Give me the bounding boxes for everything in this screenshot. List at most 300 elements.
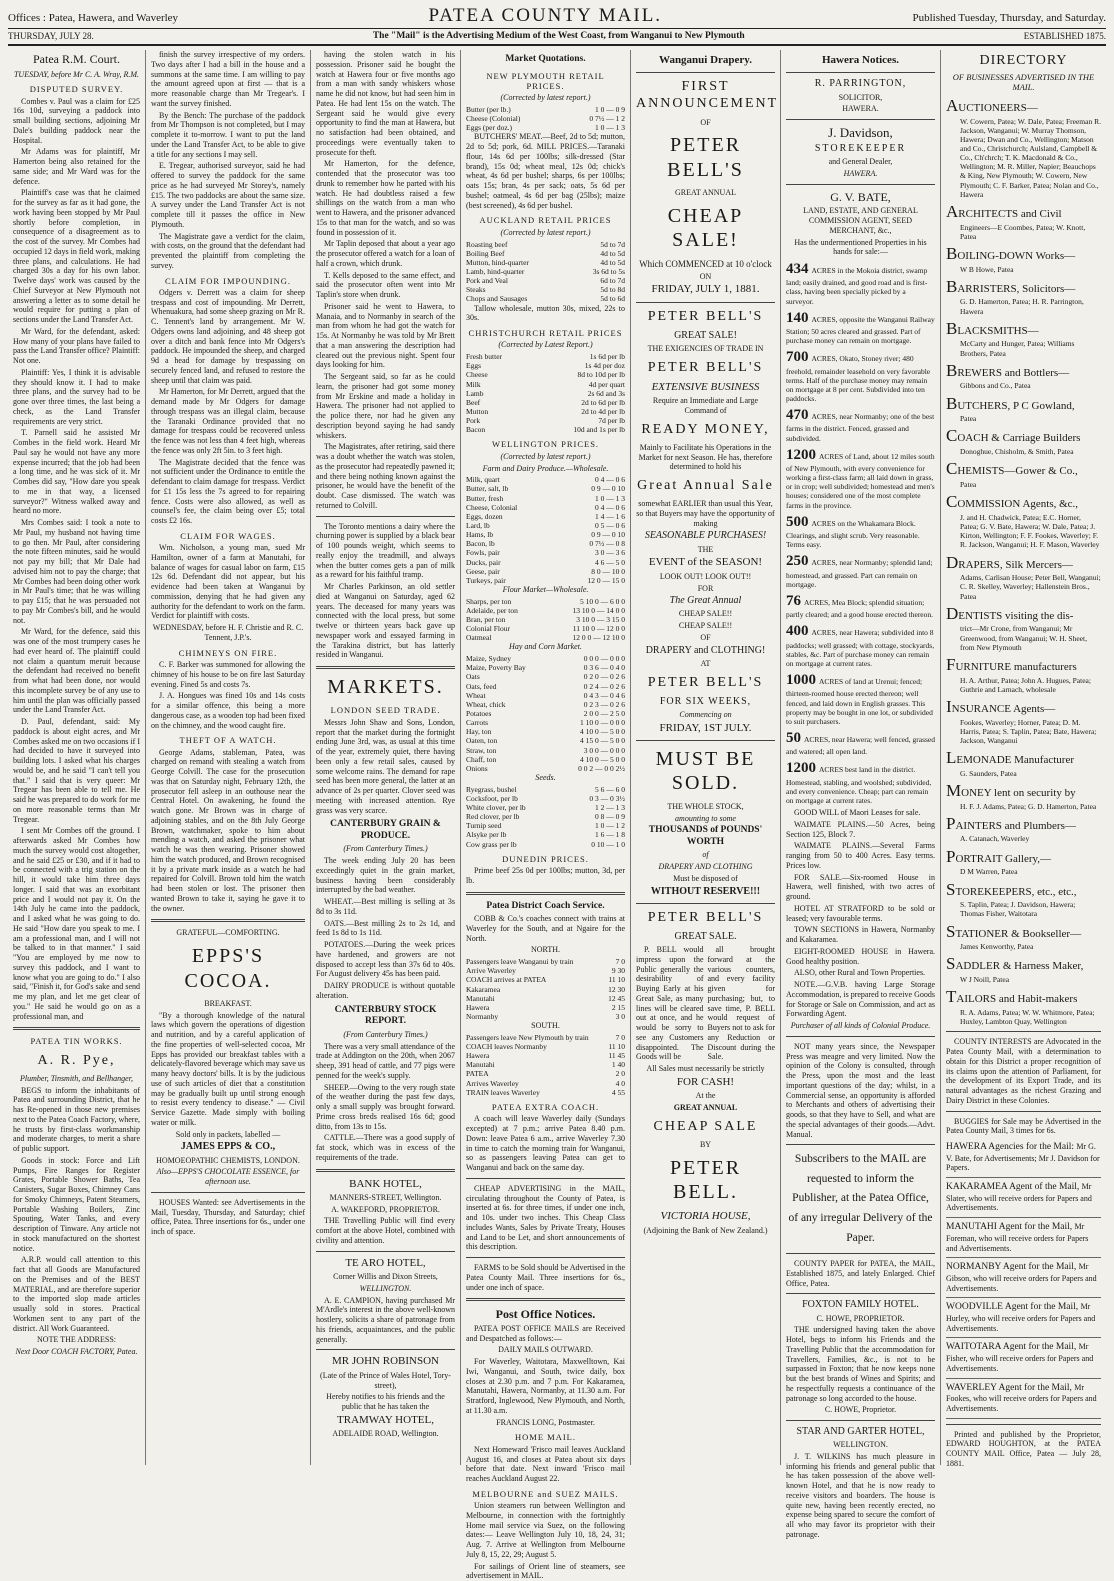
directory-names: James Kenworthy, Patea [960,942,1034,952]
goodwill: GOOD WILL of Maori Leases for sale. [794,808,921,818]
price-row-label: Eggs, dozen [466,511,503,521]
price-row-value: 1 0 — 0 9 [595,105,625,115]
price-row [466,258,625,267]
price-row [466,539,625,548]
divider [786,72,935,73]
price-row [466,615,625,624]
price-row [466,682,625,691]
schedule-row-label: Normanby [466,1012,499,1022]
price-row-value: 3s 6d to 5s [592,267,625,276]
agent-name: HAWERA Agencies for the Mail: [946,1142,1077,1153]
markets-title: MARKETS. [327,676,444,698]
agent-text: Mr Fookes, who will receive orders for Papers and Advertisements. [946,1382,1097,1413]
bank-prop: A. WAKEFORD, PROPRIETOR. [331,1204,440,1214]
divider [13,1027,140,1030]
paragraph: George Adams, stableman, Patea, was charged on remand with stealing a watch from George Colvill. The case for the prosecution was that on Saturday night, February 12th, the prosecutor fell asleep in an outhouse near the Central Hotel. On awakening, he found the watch gone. Mr Brown was in charge of adjoining stables, and on the 8th July George Brown, watchmaker, spoke to him about mending a watch, and asked the prisoner what watch he was then wearing. Prisoner showed him the watch produced, and Brown recognised it by a private mark inside as a watch he had repaired for Colvill. Brown told him the watch had been stolen or lost. The prisoner then wanted Brown to take it, saying he gave it to the owner. [151,747,305,913]
land-acres: 1200 [786,446,816,463]
price-row [466,294,625,303]
paragraph: Plaintiff: Yes, I think it is advisable they should know it. I had to make three plans, and the survey had to be gone over three times, the last being a check, as the Land Transfer requirements are very strict. [13,367,140,426]
directory-names: R. A. Adams, Patea; W. W. Whitmore, Patea; Huxley, Lambton Quay, Wellington [960,1008,1095,1027]
theft-heading: THEFT OF A WATCH. [179,735,277,746]
price-row-value: 1 6 — 1 8 [595,830,625,840]
directory-entry [946,697,1101,745]
paragraph: The Magistrate decided that the fence was not sufficient under the Ordinance to entitle the defendant to claim damage for trespass. Verdict for £1 15s less the 7s agreed to for repairing fence. Costs were also allowed, as well as counsel's fee, the claim being over £5; total costs £2 16s. [151,457,305,526]
parrington: R. PARRINGTON, [814,78,907,90]
dateline [8,29,1106,46]
price-row [466,654,625,663]
divider [151,1192,305,1193]
land-acres: 76 [786,592,801,609]
peter-bell-heading: PETER BELL'S [667,134,744,181]
great-sale: GREAT SALE! [674,329,737,341]
divider [636,72,775,73]
directory-entry [946,987,1101,1026]
cant-grain-heading: CANTERBURY GRAIN & PRODUCE. [330,819,441,841]
tramway-addr: ADELAIDE ROAD, Wellington. [332,1429,439,1439]
schedule-row-label: Hawera [466,1051,490,1061]
price-row-label: Straw, ton [466,745,497,755]
friday-line: FRIDAY, JULY 1, 1881. [651,283,760,296]
price-row [466,416,625,425]
paragraph: having the stolen watch in his possession. Prisoner said he bought the watch at Hawera four or five months ago from a man with sandy whiskers whose name he did not know, but had seen him in Patea. He had lent 15s on the watch. The Sergeant said he would give every opportunity to find the man at Hawera, but no satisfaction had been obtained, and proceedings were eventually taken to prosecute for theft. [316,50,455,157]
paragraph: Messrs John Shaw and Sons, London, report that the market during the fortnight ending June 3rd, was, as usual at this time of the year, extremely quiet, there having been only a few retail sales, caused by some welcome rains. The demand for rape seed has been more general, the latter at an advance of 2s per quarter. Clover seed was meeting with increased attention. Rye grass was very scarce. [316,717,455,815]
price-row [466,727,625,736]
price-row-value: 5d to 8d [600,285,625,295]
price-row-value: 0 7½ — 0 8 [589,539,625,549]
directory-names: Fookes, Waverley; Horner, Patea; D. M. Harris, Patea; S. Taplin, Patea; Bate, Hawera; Jackson, Wanganui [960,717,1097,745]
price-row-label: Mutton, hind-quarter [466,257,529,267]
price-row-value: 3 0 0 — 0 0 0 [583,745,625,755]
price-row-value: 11 10 0 — 12 0 0 [572,624,625,634]
price-row-label: Turkeys, pair [466,575,506,585]
price-row-value: 0 9 — 0 10 [591,484,625,494]
price-row-value: 1s 4d per doz [584,361,625,371]
agent-name: WOODVILLE Agent for the Mail, [946,1302,1081,1313]
imprint: Printed and published by the Proprietor, EDWARD HOUGHTON, at the PATEA COUNTY MAIL Office, Patea — July 28, 1881. [946,1429,1101,1468]
agent-text: Mr Fisher, who will receive orders for Papers and Advertisements. [946,1342,1094,1373]
eight-roomed: EIGHT-ROOMED HOUSE in Hawera. Good healthy position. [786,946,935,966]
price-row [466,240,625,249]
price-row-value: 5 6 — 6 0 [595,784,625,794]
paragraph: The Toronto mentions a dairy where the churning power is supplied by a black bear of 100 pounds weight, which seems to really enjoy the treadmill, and always when the butter comes gets a pan of milk as a reward for his faithful tramp. [316,521,455,580]
robinson: MR JOHN ROBINSON [332,1355,439,1368]
paragraph: DAIRY PRODUCE is without quotable alteration. [316,981,455,1000]
paragraph: CHEAP ADVERTISING in the MAIL, circulating throughout the County of Patea, is inserted at 6s. for three times, if under one inch, and 10s. under two inches. This Cheap Class includes Wants, Sales by Private Treaty, Houses and Land to be Let, and short announcements of this description. [466,1183,625,1252]
price-row-value: 0 3 6 — 0 4 0 [583,663,625,673]
price-row-label: Fowls, pair [466,548,500,558]
commencing: Commencing on [679,709,732,719]
land-acres: 1000 [786,672,816,689]
schedule-row-label: COACH arrives at PATEA [466,975,547,985]
schedule-row-value: 7 0 [615,957,625,967]
price-row [466,352,625,361]
price-row-label: Mutton [466,407,489,417]
price-row-label: Maize, Sydney [466,654,511,664]
directory-names: S. Taplin, Patea; J. Davidson, Hawera; Thomas Fisher, Waitotara [960,900,1076,919]
paragraph: J. A. Hongues was fined 10s and 14s costs for a similar offence, this being a more dangerous case, as a wooden top had been fixed on the chimney, and the wood caught fire. [151,691,305,730]
first-announcement: FIRST ANNOUNCEMENT [636,79,779,112]
price-row [466,812,625,821]
tearo-title: TE ARO HOTEL, [345,1256,426,1269]
lookout-line: LOOK OUT! LOOK OUT!! [659,571,752,581]
price-row [466,746,625,755]
agent-notice [946,1379,1101,1419]
price-row [466,794,625,803]
price-row-value: 0 4 — 0 6 [595,502,625,512]
peter-bell-heading: PETER BELL'S [647,909,764,925]
directory-heading: STOREKEEPERS, etc., etc., [946,879,1077,899]
np-sub: (Corrected by latest report.) [500,93,591,103]
directory-heading: INSURANCE Agents— [946,696,1056,716]
price-row-value: 1 0 — 1 3 [595,123,625,133]
price-row-label: Lamb, hind-quarter [466,267,525,276]
price-row-value: 4 6 — 5 0 [595,557,625,567]
waimate-1: WAIMATE PLAINS.—50 Acres, being Section 125, Block 7. [786,819,935,839]
land-acres: 700 [786,349,809,366]
wl-price-list [466,475,625,585]
price-row-value: 2d to 6d per lb [581,397,625,407]
directory-entry [946,748,1101,778]
schedule-row-label: Passengers leave New Plymouth by train [466,1032,589,1042]
directory-names: Adams, Carlisan House; Peter Bell, Wanganui; C. R. Skelley, Waverley; Hallenstein Bros., Patea [960,573,1101,601]
price-row [466,475,625,484]
divider [316,516,455,517]
schedule-row-label: COACH leaves Normanby [466,1042,547,1052]
paragraph: all brought forward at the various counters, and every facility given for purchasing; but, to save time, P. BELL would request of Buyers not to ask for any Reduction or Discount during the Sale. [707,945,775,1062]
price-row-value: 4d to 5d [600,248,625,258]
wednesday-line: WEDNESDAY, before H. F. Christie and R. C. Tennent, J.P.'s. [152,623,304,642]
divider [466,892,625,895]
po-sub: DAILY MAILS OUTWARD. [498,1345,593,1355]
price-row-value: 1 0 — 1 2 [595,821,625,831]
mq-title: Market Quotations. [505,54,586,64]
paragraph: FARMS to be Sold should be Advertised in the Patea County Mail. Three insertions for 6s., under one inch of space. [466,1263,625,1292]
price-row [466,530,625,539]
established: ESTABLISHED 1875. [1023,31,1106,42]
schedule-row-label: Hawera [466,1002,490,1012]
paragraph: THE Travelling Public will find every comfort at the above Hotel, combined with civility and attention. [316,1216,455,1245]
extra-heading: PATEA EXTRA COACH. [491,1101,600,1112]
land-acres: 50 [786,729,801,746]
schedule-row [466,1033,625,1042]
all-sales: All Sales must necessarily be strictly [646,1064,765,1074]
np-heading: NEW PLYMOUTH RETAIL PRICES. [486,70,605,91]
directory-entry [946,922,1101,952]
directory-entry [946,655,1101,694]
column-2 [146,50,311,1465]
peter-bell-sign: PETER BELL. [669,1156,742,1204]
howe: C. HOWE, PROPRIETOR. [816,1313,905,1323]
land-list [786,260,935,805]
hawera-header: Hawera Notices. [822,54,899,66]
directory-heading: PORTRAIT Gallery,— [946,846,1052,866]
price-row-label: Bacon, lb [466,539,495,549]
price-row-value: 0 3 — 0 3½ [589,793,625,803]
land-listing [786,552,935,589]
epps-also: Also—EPPS'S CHOCOLATE ESSENCE, for afternoon use. [156,1167,300,1187]
robinson-text: Hereby notifies to his friends and the public that he has taken the [326,1392,445,1412]
paragraph: Mr Hamerton, for Mr Derrett, argued that the demand made by Mr Odgers for damage through trespass was an illegal claim, because the Taranaki Ordinance provided that no damage for trespass could be recovered unless the fence was not less than 4 feet high, whereas the fence was only 2ft 5in. to 3 feet high. [151,387,305,455]
price-row-label: Roasting beef [466,239,508,249]
schedule-row [466,957,625,966]
divider [786,184,935,185]
without-reserve: WITHOUT RESERVE!!! [650,885,761,897]
agent-name: NORMANBY Agent for the Mail, [946,1262,1079,1273]
schedule-row-value: 7 0 [615,1032,625,1042]
price-row [466,267,625,276]
purchaser: Purchaser of all kinds of Colonial Produce. [790,1021,931,1031]
price-row-value: 6d to 7d [600,276,625,286]
price-row-label: Turnip seed [466,821,502,831]
divider [636,740,775,741]
extensive: EXTENSIVE BUSINESS [651,380,760,393]
hotel-stratford: HOTEL AT STRATFORD to be sold or leased; very favourable terms. [786,903,935,923]
divider [316,1169,455,1172]
at-line: AT [700,658,711,668]
divider [786,1420,935,1421]
price-row-value: 4 10 0 — 5 0 0 [580,754,625,764]
directory-heading: BARRISTERS, Solicitors— [946,276,1076,296]
paragraph: T. Parnell said he assisted Mr Combes in the field work. Heard Mr Paul say he would not have any more expense incurred; that the job had been a long time, and he was sick of it. Mr Combes did say, "How dare you speak to me in that way, a licensed surveyor?" Witness walked away and heard no more. [13,428,140,516]
price-row-value: 0 8 — 0 9 [595,812,625,822]
price-row-value: 0 0 2 — 0 0 2½ [578,763,625,773]
price-row [466,576,625,585]
directory-heading: COACH & Carriage Builders [946,426,1081,446]
paragraph: PATEA POST OFFICE MAILS are Received and Despatched as follows:— [466,1323,625,1343]
directory-entry [946,277,1101,316]
land-listing [786,260,935,306]
price-row [466,785,625,794]
hawera-line: HAWERA. [842,104,879,114]
directory-names: Patea [960,480,977,490]
epps-title: EPPS'S COCOA. [184,945,272,992]
disposed: Must be disposed of [673,873,738,883]
peter-bell-heading: PETER BELL'S [647,359,764,375]
divider [946,1111,1101,1112]
paragraph: BEGS to inform the inhabitants of Patea and surrounding District, that he has Re-opened in those new premises next to the Patea Coach Factory, where, he trusts by first-class workmanship and moderate charges, to merit a share of public support. [13,1085,140,1154]
price-row-value: 12 0 — 15 0 [587,575,625,585]
divider [786,1144,935,1145]
tin-name: A. R. Pye, [37,1052,116,1068]
wl-seeds: Seeds. [535,773,556,783]
price-row [466,123,625,132]
paragraph: BUGGIES for Sale may be Advertised in the Patea County Mail, 3 times for 6s. [946,1116,1101,1136]
six-weeks: FOR SIX WEEKS, [659,695,752,707]
directory-names: Gibbons and Co., Patea [960,381,1031,391]
tin-title: PATEA TIN WORKS. [30,1036,123,1047]
directory-entry [946,847,1101,877]
friday-line-2: FRIDAY, 1ST JULY. [659,721,752,734]
paragraph: A coach will leave Waverley daily (Sundays excepted) at 7 p.m.; arrive Patea 8.40 p.m. Down: leave Patea 6 a.m., arrive Waverley 7.30 in time to catch the morning train for Wanganui, so as passengers leaving Patea can get to Wanganui and back on the same day. [466,1114,625,1173]
price-row-value: 0 10 — 1 0 [591,839,625,849]
ch-sub: (Corrected by Latest Report.) [498,340,593,350]
great-annual-sale: Great Annual Sale [637,478,774,494]
directory-names: W B Howe, Patea [960,264,1014,274]
also-line: ALSO, other Rural and Town Properties. [794,968,926,978]
directory-title: DIRECTORY [979,53,1068,68]
price-row [466,389,625,398]
price-row [466,830,625,839]
price-row-value: 1 2 — 1 3 [595,803,625,813]
price-row [466,718,625,727]
price-row-value: 0 4 3 — 0 4 6 [583,690,625,700]
schedule-row [466,975,625,984]
price-row-label: Fresh butter [466,352,503,362]
price-row [466,709,625,718]
tin-trade: Plumber, Tinsmith, and Bellhanger, [20,1073,133,1083]
ak-heading: AUCKLAND RETAIL PRICES [479,215,612,226]
land-description: ACRES on the Whakamara Block. Clearings, and slight scrub. Very reasonable. Terms easy. [786,518,920,550]
divider [636,903,775,904]
paragraph: A.R.P. would call attention to this fact that all Goods are Manufactured on the Premises and of the BEST MATERIAL, and are therefore superior to the imported slop made articles usually sold in stores. Practical Workmen sent to any part of the district. All Work Guaranteed. [13,1255,140,1333]
paragraph: Mr Ward, for the defence, said this was one of the most trumpery cases he had ever heard of. The plaintiff could not claim a quantum meruit because the defendant had received no benefit from what had been done, nor would this incomplete survey be of any use to him until the plan was officially passed under the Land Transfer Act. [13,627,140,715]
schedule-row-value: 4 55 [611,1087,625,1097]
directory-heading: LEMONADE Manufacturer [946,748,1074,767]
agent-text: Mr Hurley, who will receive orders for Papers and Advertisements. [946,1302,1096,1333]
price-row-value: 0 7½ — 1 2 [589,114,625,124]
epps-sold: Sold only in packets, labelled — [175,1129,281,1139]
land-acres: 250 [786,553,809,570]
whole-stock: THE WHOLE STOCK, [667,801,744,811]
seed-heading: LONDON SEED TRADE. [330,705,441,716]
price-row-label: Oatmeal [466,633,492,643]
land-description: ACRES, opposite the Wanganui Railway Station; 50 acres cleared and grassed. Part of purchase money can remain on mortgage. [786,314,935,346]
exigencies: THE EXIGENCIES OF TRADE IN [647,344,764,354]
agent-notice [946,1138,1101,1178]
price-row-value: 4 10 0 — 5 0 0 [580,727,625,737]
directory-names: H. F. J. Adams, Patea; G. D. Hamerton, Patea [960,801,1097,811]
directory-entry [946,459,1101,489]
south-heading: SOUTH. [531,1021,560,1031]
houses-ad: HOUSES Wanted: see Advertisements in the Mail, Tuesday, Thursday, and Saturday; chief office, Patea. Three insertions for 6s., under one inch of space. [151,1197,305,1237]
schedule-row [466,1069,625,1078]
price-row [466,398,625,407]
ak-price-list [466,240,625,304]
tramway-title: TRAMWAY HOTEL, [337,1413,434,1426]
for-cash: FOR CASH! [676,1075,735,1088]
directory-names: G. D. Hamerton, Patea; H. R. Parrington, Hawera [960,297,1084,316]
wl-seed-list [466,785,625,849]
columns [8,50,1106,1581]
land-description: ACRES, Mea Block; splendid situation; partly cleared; and a good house erected thereon. [786,597,934,620]
schedule-row-value: 11 10 [608,1042,625,1052]
published-line: Published Tuesday, Thursday, and Saturday. [912,12,1106,24]
schedule-row-value: 12 30 [608,984,625,994]
price-row-label: Ryegrass, bushel [466,784,517,794]
land-description: ACRES of land at Urenui; fenced; thirteen-roomed house erected thereon; well fenced, and laid down in English grasses. This property may be bought in one lot, or subdivided to suit purchasers. [786,677,933,726]
offices-line: Offices : Patea, Hawera, and Waverley [8,12,179,24]
by-line: BY [699,1139,712,1149]
price-row-label: Wheat [466,690,486,700]
schedule-row [466,1042,625,1051]
price-row-value: 1s 6d per lb [589,352,625,362]
price-row-label: Butter (per lb.) [466,105,511,115]
directory-entry [946,394,1101,424]
land-acres: 400 [786,623,809,640]
schedule-row-value: 11 10 [608,975,625,985]
price-row-value: 10d and 1s per lb [573,425,625,435]
paragraph: A. E. CAMPION, having purchased Mr M'Ardle's interest in the above well-known hostlery, solicits a share of patronage from his friends, acquaintances, and the public generally. [316,1295,455,1344]
directory-heading: DENTISTS visiting the dis- [946,603,1074,623]
paragraph: Prisoner said he went to Hawera, to Manaia, and to Normanby in search of the man from whom he had got the watch for 15s. At Normanby he was told by Mr Brett that a man answering the description had cleared out the previous night. Spent four days looking for him. [316,301,455,370]
price-row [466,114,625,123]
agent-notice [946,1218,1101,1258]
paragraph: Mr Taplin deposed that about a year ago the prosecutor offered a watch for a loan of half a crown, which drunk. [316,239,455,268]
price-row-value: 2d to 4d per lb [581,407,625,417]
agent-notice [946,1298,1101,1338]
paragraph: The Magistrate gave a verdict for the claim, with costs, on the ground that the defendant had prevented the plaintiff from completing the survey. [151,231,305,270]
paragraph: Plaintiff's case was that he claimed for the survey as far as it had gone, the work having been stopped by Mr Paul shortly before completion, in consequence of a disagreement as to the cost of the survey. Mr Combes had occupied 12 days in field work, making three plans, and calculations. He had charged 30s a day for his own labor. Twelve days' work was caused by the Chief Surveyor at New Plymouth not answering a letter as to some detail he would require for putting a plan of sections under the Land Transfer Act. [13,188,140,325]
schedule-row [466,1079,625,1088]
price-row [466,840,625,849]
directory-entry [946,880,1101,919]
price-row-label: Butter, salt, lb [466,484,509,494]
directory-entry [946,361,1101,391]
cheap-sale-heading: CHEAP SALE! [667,204,744,252]
column-7 [941,50,1106,1468]
directory-heading: BLACKSMITHS— [946,318,1039,338]
commenced-line: Which COMMENCED at 10 o'clock [639,258,772,269]
agent-text: Mr G. V. Bate, for Advertisements; Mr J. Davidson for Papers. [946,1142,1100,1173]
amounting: amounting to some [675,813,736,823]
storekeeper: STOREKEEPER [814,142,907,154]
south-schedule [466,1033,625,1097]
price-row-value: 4d per quart [588,379,625,389]
peter-bell-heading: PETER BELL'S [647,674,764,690]
directory-entry [946,954,1101,984]
price-row-value: 1 4 — 1 6 [595,511,625,521]
mainly: Mainly to Facilitate his Operations in the Market for next Season. He has, therefore determined to hold his [638,442,773,472]
agent-text: Mr Gibson, who will receive orders for Papers and Advertisements. [946,1262,1097,1293]
price-row-label: Cheese (Colonial) [466,114,521,124]
drapery-2: DRAPERY AND CLOTHING [658,862,753,872]
bate-properties: Has the undermentioned Properties in his hands for sale:— [794,237,927,257]
bank-sub: MANNERS-STREET, Wellington. [329,1192,442,1202]
wl-farm: Farm and Dairy Produce.—Wholesale. [482,463,609,473]
price-row-value: 0 0 0 — 0 0 0 [583,654,625,664]
divider [786,1036,935,1037]
paragraph: D. Paul, defendant, said: My paddock is about eight acres, and Mr Combes asked me on two occasions if I had decided to have it surveyed into building lots. I asked what his charges would be, and he said "I can't tell you that." I said that is very queer: Mr Tregear has been able to tell me. He said he was prepared to do work for me on more reasonable terms than Mr Tregear. [13,717,140,824]
paragraph: For sailings of Orient line of steamers, see advertisement in MAIL. [466,1561,625,1581]
paragraph: Mr Ward, for the defendant, asked: How many of your plans have failed to pass the Land Transfer office? Plaintiff: Not one. [13,326,141,366]
price-row-label: Onions [466,763,488,773]
price-row [466,503,625,512]
paragraph: WHEAT.—Best milling is selling at 3s 8d to 3s 11d. [316,897,455,916]
bate-trade: LAND, ESTATE, AND GENERAL COMMISSION AGENT, SEED MERCHANT, &c., [803,206,918,235]
price-row-label: Eggs (per doz.) [466,123,513,133]
cant-stock-heading: CANTERBURY STOCK REPORT. [334,1004,437,1027]
require: Require an Immediate and Large Command of [652,396,759,415]
land-description: ACRES, Okato, Stoney river; 480 freehold, remainder leasehold on very favorable terms. Half of the purchase money may remain on mortgage at 8 per cent. Subdivided into ten paddocks. [786,354,931,404]
land-acres: 500 [786,513,809,530]
column-5 [631,50,781,1465]
land-listing [786,729,935,756]
price-row-value: 5d to 7d [600,239,625,249]
wl-flour-list [466,597,625,643]
paragraph: For Waverley, Waitotara, Maxwelltown, Kai Iwi, Wanganui, and South, twice daily, box closes at 2.30 p.m. and 7 p.m. For Kakaramea, Manutahi, Hawera, Normanby, at 11.30 a.m. For Stratford, Inglewood, New Plymouth, and North, at 11.30 a.m. [466,1357,625,1415]
price-row [466,425,625,434]
price-row-value: 12 0 0 — 12 10 0 [572,633,625,643]
price-row-value: 4d to 5d [600,257,625,267]
ak-sub: (Corrected by latest report.) [500,227,591,237]
price-row [466,361,625,370]
divider [946,1424,1101,1425]
north-heading: NORTH. [530,945,561,955]
paragraph: Mrs Combes said: I took a note to Mr Paul, my husband not having time to go then. Mr Paul, after considering the note fifteen minutes, said he would not pay my bill; that Mr Dale had advised him not to pay the charge; that Mr Combes had been doing other work in Mr Paul's time; that he was willing to pay £15; that he was persuaded not to pay Mr Combes's bill, and he would not. [13,518,140,625]
price-row-label: Oats, feed [466,681,497,691]
issue-date: THURSDAY, JULY 28. [8,31,94,42]
land-description: ACRES, near Hawera; subdivided into 8 paddocks; well grassed; with cottage, stockyards, stables, &c. Part of purchase money can remain on mortgage at current rates. [786,628,935,668]
